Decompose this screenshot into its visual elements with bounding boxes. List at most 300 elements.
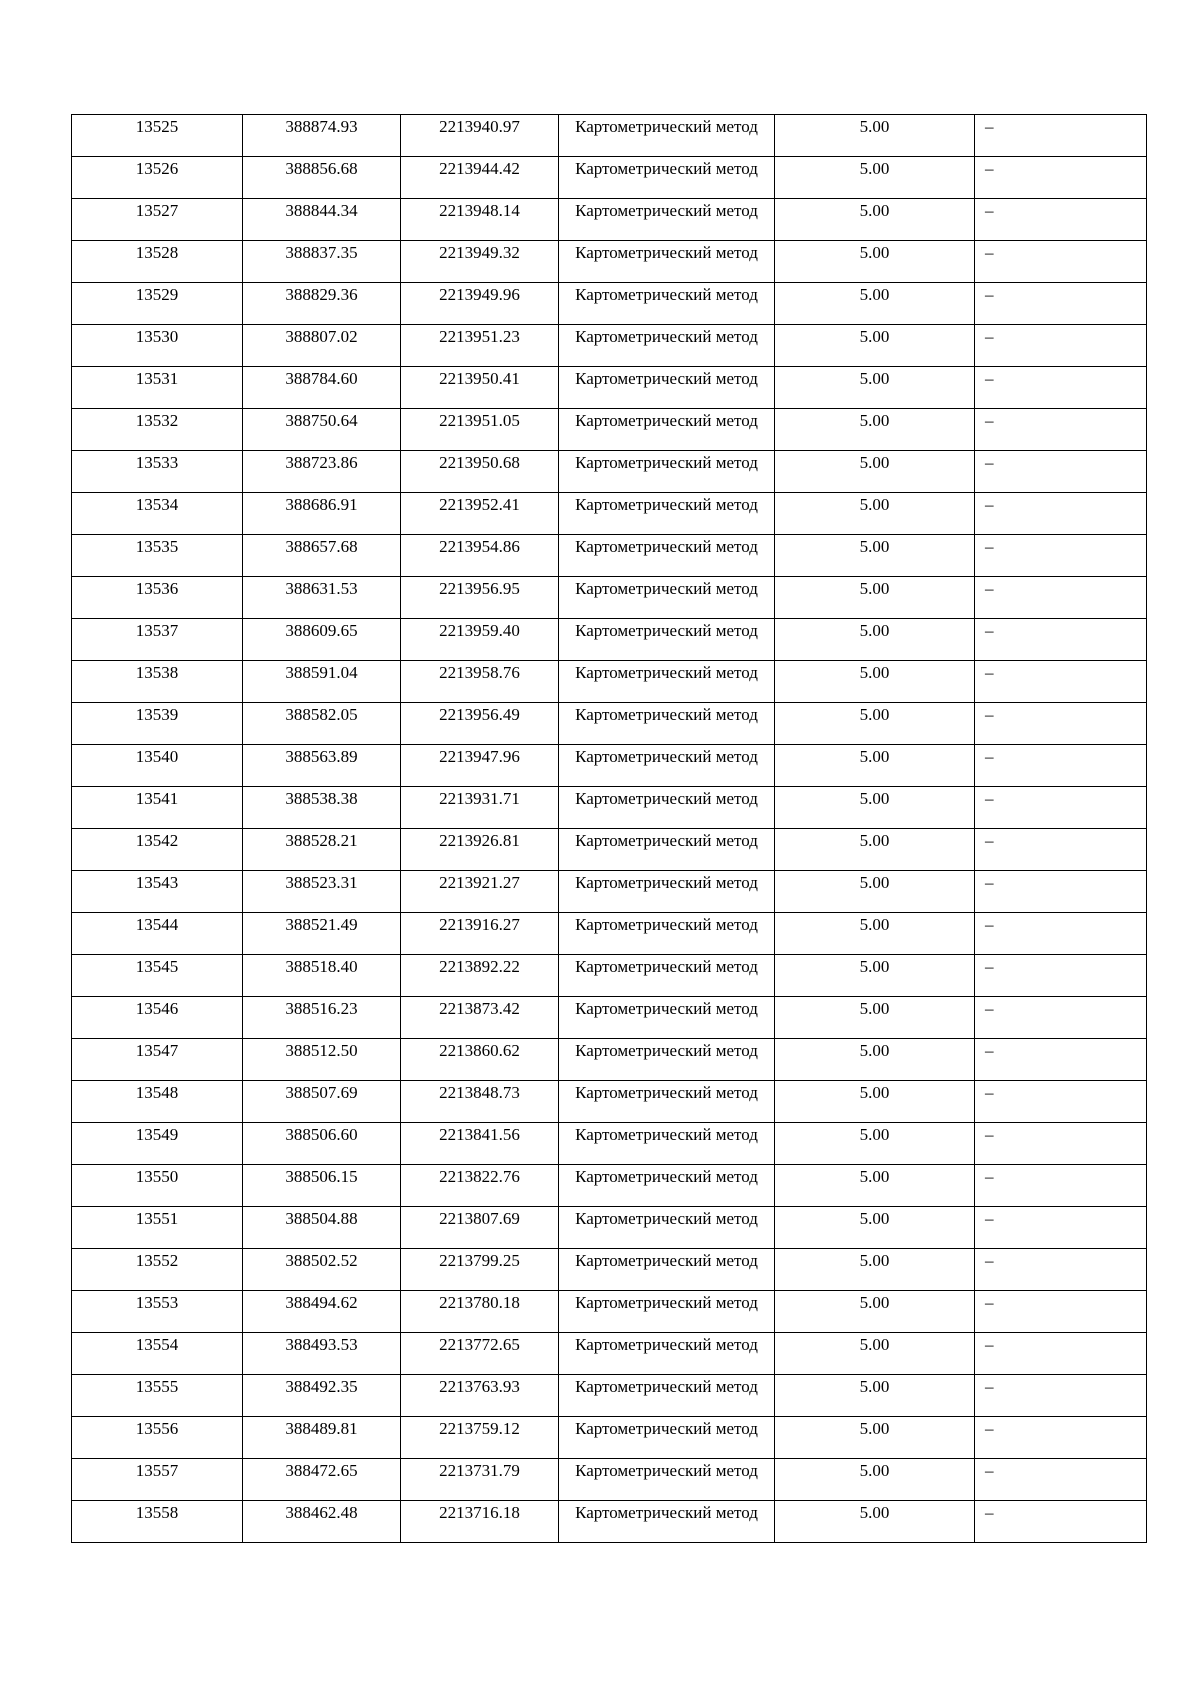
y-coordinate-cell-text: 2213772.65: [439, 1335, 520, 1354]
accuracy-cell-text: 5.00: [859, 915, 890, 934]
y-coordinate-cell-text: 2213799.25: [439, 1251, 520, 1270]
x-coordinate-cell: [243, 451, 401, 493]
x-coordinate-cell-text: 388462.48: [285, 1503, 358, 1522]
y-coordinate-cell-text: 2213921.27: [439, 873, 520, 892]
y-coordinate-cell-text: 2213926.81: [439, 831, 520, 850]
x-coordinate-cell-text: 388686.91: [285, 495, 358, 514]
note-cell-text: –: [985, 1503, 994, 1522]
table-row: [72, 1123, 1147, 1165]
x-coordinate-cell: [243, 661, 401, 703]
point-number-cell-text: 13550: [135, 1167, 179, 1186]
point-number-cell: [72, 661, 243, 703]
table-row: [72, 829, 1147, 871]
x-coordinate-cell-text: 388538.38: [285, 789, 358, 808]
note-cell: [975, 1039, 1147, 1081]
method-cell-text: Картометрический метод: [575, 369, 758, 388]
accuracy-cell-text: 5.00: [859, 1167, 890, 1186]
table-row: [72, 1333, 1147, 1375]
coordinates-table: [71, 114, 1147, 1543]
y-coordinate-cell: [401, 787, 559, 829]
note-cell: [975, 451, 1147, 493]
y-coordinate-cell: [401, 1165, 559, 1207]
method-cell-text: Картометрический метод: [575, 579, 758, 598]
y-coordinate-cell: [401, 325, 559, 367]
point-number-cell: [72, 955, 243, 997]
method-cell: [559, 1123, 775, 1165]
accuracy-cell-text: 5.00: [859, 159, 890, 178]
accuracy-cell-text: 5.00: [859, 1503, 890, 1522]
note-cell-text: –: [985, 579, 994, 598]
method-cell-text: Картометрический метод: [575, 1419, 758, 1438]
point-number-cell-text: 13553: [135, 1293, 179, 1312]
table-row: [72, 1165, 1147, 1207]
method-cell-text: Картометрический метод: [575, 1125, 758, 1144]
method-cell-text: Картометрический метод: [575, 1377, 758, 1396]
method-cell: [559, 1207, 775, 1249]
accuracy-cell: [775, 535, 975, 577]
y-coordinate-cell: [401, 1417, 559, 1459]
accuracy-cell-text: 5.00: [859, 663, 890, 682]
x-coordinate-cell: [243, 829, 401, 871]
x-coordinate-cell: [243, 577, 401, 619]
table-row: [72, 157, 1147, 199]
note-cell: [975, 1249, 1147, 1291]
y-coordinate-cell: [401, 1333, 559, 1375]
point-number-cell-text: 13544: [135, 915, 179, 934]
x-coordinate-cell: [243, 241, 401, 283]
note-cell: [975, 1459, 1147, 1501]
point-number-cell-text: 13549: [135, 1125, 179, 1144]
accuracy-cell: [775, 1501, 975, 1543]
accuracy-cell-text: 5.00: [859, 579, 890, 598]
y-coordinate-cell-text: 2213949.96: [439, 285, 520, 304]
method-cell: [559, 1039, 775, 1081]
method-cell-text: Картометрический метод: [575, 201, 758, 220]
x-coordinate-cell-text: 388528.21: [285, 831, 358, 850]
table-row: [72, 367, 1147, 409]
accuracy-cell: [775, 1417, 975, 1459]
table-row: [72, 493, 1147, 535]
point-number-cell: [72, 1123, 243, 1165]
y-coordinate-cell-text: 2213873.42: [439, 999, 520, 1018]
x-coordinate-cell: [243, 1375, 401, 1417]
x-coordinate-cell: [243, 745, 401, 787]
point-number-cell-text: 13532: [135, 411, 179, 430]
point-number-cell-text: 13525: [135, 117, 179, 136]
table-row: [72, 703, 1147, 745]
y-coordinate-cell: [401, 1249, 559, 1291]
note-cell-text: –: [985, 1377, 994, 1396]
accuracy-cell-text: 5.00: [859, 201, 890, 220]
note-cell: [975, 199, 1147, 241]
note-cell: [975, 115, 1147, 157]
note-cell-text: –: [985, 621, 994, 640]
point-number-cell: [72, 283, 243, 325]
accuracy-cell-text: 5.00: [859, 285, 890, 304]
note-cell-text: –: [985, 1083, 994, 1102]
x-coordinate-cell-text: 388518.40: [285, 957, 358, 976]
table-row: [72, 1501, 1147, 1543]
y-coordinate-cell-text: 2213848.73: [439, 1083, 520, 1102]
method-cell: [559, 661, 775, 703]
x-coordinate-cell: [243, 115, 401, 157]
x-coordinate-cell-text: 388492.35: [285, 1377, 358, 1396]
note-cell: [975, 493, 1147, 535]
point-number-cell-text: 13535: [135, 537, 179, 556]
accuracy-cell: [775, 115, 975, 157]
accuracy-cell: [775, 241, 975, 283]
note-cell-text: –: [985, 747, 994, 766]
y-coordinate-cell-text: 2213956.49: [439, 705, 520, 724]
accuracy-cell-text: 5.00: [859, 1335, 890, 1354]
note-cell: [975, 577, 1147, 619]
x-coordinate-cell: [243, 535, 401, 577]
method-cell-text: Картометрический метод: [575, 285, 758, 304]
accuracy-cell: [775, 367, 975, 409]
point-number-cell-text: 13554: [135, 1335, 179, 1354]
method-cell-text: Картометрический метод: [575, 495, 758, 514]
note-cell-text: –: [985, 1461, 994, 1480]
x-coordinate-cell-text: 388512.50: [285, 1041, 358, 1060]
method-cell-text: Картометрический метод: [575, 663, 758, 682]
y-coordinate-cell-text: 2213950.68: [439, 453, 520, 472]
point-number-cell-text: 13557: [135, 1461, 179, 1480]
method-cell-text: Картометрический метод: [575, 789, 758, 808]
y-coordinate-cell: [401, 283, 559, 325]
accuracy-cell: [775, 1249, 975, 1291]
method-cell-text: Картометрический метод: [575, 873, 758, 892]
note-cell: [975, 703, 1147, 745]
y-coordinate-cell-text: 2213892.22: [439, 957, 520, 976]
accuracy-cell-text: 5.00: [859, 957, 890, 976]
note-cell: [975, 871, 1147, 913]
method-cell: [559, 787, 775, 829]
point-number-cell-text: 13537: [135, 621, 179, 640]
y-coordinate-cell-text: 2213949.32: [439, 243, 520, 262]
x-coordinate-cell-text: 388829.36: [285, 285, 358, 304]
point-number-cell: [72, 493, 243, 535]
note-cell: [975, 1081, 1147, 1123]
accuracy-cell-text: 5.00: [859, 1041, 890, 1060]
note-cell-text: –: [985, 537, 994, 556]
method-cell-text: Картометрический метод: [575, 159, 758, 178]
y-coordinate-cell: [401, 829, 559, 871]
method-cell: [559, 409, 775, 451]
table-row: [72, 787, 1147, 829]
y-coordinate-cell: [401, 367, 559, 409]
y-coordinate-cell: [401, 1207, 559, 1249]
accuracy-cell-text: 5.00: [859, 1293, 890, 1312]
method-cell: [559, 241, 775, 283]
accuracy-cell-text: 5.00: [859, 1125, 890, 1144]
point-number-cell-text: 13548: [135, 1083, 179, 1102]
point-number-cell-text: 13540: [135, 747, 179, 766]
accuracy-cell-text: 5.00: [859, 1461, 890, 1480]
note-cell-text: –: [985, 957, 994, 976]
x-coordinate-cell-text: 388516.23: [285, 999, 358, 1018]
point-number-cell: [72, 745, 243, 787]
method-cell: [559, 955, 775, 997]
note-cell-text: –: [985, 285, 994, 304]
accuracy-cell-text: 5.00: [859, 873, 890, 892]
note-cell-text: –: [985, 117, 994, 136]
point-number-cell: [72, 1459, 243, 1501]
x-coordinate-cell-text: 388506.15: [285, 1167, 358, 1186]
note-cell: [975, 661, 1147, 703]
method-cell: [559, 1459, 775, 1501]
note-cell-text: –: [985, 705, 994, 724]
accuracy-cell: [775, 997, 975, 1039]
method-cell-text: Картометрический метод: [575, 1209, 758, 1228]
note-cell-text: –: [985, 1251, 994, 1270]
y-coordinate-cell: [401, 1459, 559, 1501]
point-number-cell: [72, 1333, 243, 1375]
note-cell: [975, 367, 1147, 409]
x-coordinate-cell: [243, 283, 401, 325]
method-cell-text: Картометрический метод: [575, 915, 758, 934]
method-cell-text: Картометрический метод: [575, 411, 758, 430]
accuracy-cell: [775, 493, 975, 535]
accuracy-cell: [775, 577, 975, 619]
note-cell-text: –: [985, 411, 994, 430]
point-number-cell: [72, 409, 243, 451]
method-cell-text: Картометрический метод: [575, 1461, 758, 1480]
x-coordinate-cell-text: 388807.02: [285, 327, 358, 346]
accuracy-cell: [775, 955, 975, 997]
point-number-cell-text: 13552: [135, 1251, 179, 1270]
table-row: [72, 1039, 1147, 1081]
x-coordinate-cell-text: 388591.04: [285, 663, 358, 682]
method-cell: [559, 451, 775, 493]
method-cell-text: Картометрический метод: [575, 537, 758, 556]
accuracy-cell-text: 5.00: [859, 621, 890, 640]
method-cell-text: Картометрический метод: [575, 1335, 758, 1354]
y-coordinate-cell-text: 2213944.42: [439, 159, 520, 178]
point-number-cell: [72, 997, 243, 1039]
x-coordinate-cell: [243, 367, 401, 409]
x-coordinate-cell-text: 388837.35: [285, 243, 358, 262]
table-row: [72, 913, 1147, 955]
y-coordinate-cell-text: 2213951.05: [439, 411, 520, 430]
table-row: [72, 199, 1147, 241]
x-coordinate-cell: [243, 619, 401, 661]
x-coordinate-cell-text: 388844.34: [285, 201, 358, 220]
note-cell-text: –: [985, 1125, 994, 1144]
point-number-cell-text: 13530: [135, 327, 179, 346]
note-cell: [975, 1417, 1147, 1459]
note-cell: [975, 745, 1147, 787]
accuracy-cell-text: 5.00: [859, 117, 890, 136]
x-coordinate-cell-text: 388523.31: [285, 873, 358, 892]
note-cell-text: –: [985, 831, 994, 850]
point-number-cell-text: 13556: [135, 1419, 179, 1438]
accuracy-cell-text: 5.00: [859, 453, 890, 472]
method-cell-text: Картометрический метод: [575, 957, 758, 976]
note-cell: [975, 1375, 1147, 1417]
point-number-cell: [72, 1501, 243, 1543]
point-number-cell: [72, 1249, 243, 1291]
table-row: [72, 115, 1147, 157]
y-coordinate-cell: [401, 199, 559, 241]
x-coordinate-cell: [243, 1459, 401, 1501]
table-row: [72, 955, 1147, 997]
point-number-cell: [72, 1081, 243, 1123]
accuracy-cell-text: 5.00: [859, 1209, 890, 1228]
accuracy-cell-text: 5.00: [859, 1419, 890, 1438]
method-cell: [559, 115, 775, 157]
note-cell-text: –: [985, 915, 994, 934]
note-cell-text: –: [985, 1419, 994, 1438]
method-cell: [559, 535, 775, 577]
x-coordinate-cell: [243, 157, 401, 199]
note-cell-text: –: [985, 453, 994, 472]
accuracy-cell: [775, 1039, 975, 1081]
x-coordinate-cell: [243, 1165, 401, 1207]
method-cell-text: Картометрический метод: [575, 1041, 758, 1060]
point-number-cell: [72, 535, 243, 577]
x-coordinate-cell-text: 388856.68: [285, 159, 358, 178]
x-coordinate-cell: [243, 703, 401, 745]
x-coordinate-cell-text: 388609.65: [285, 621, 358, 640]
accuracy-cell: [775, 1081, 975, 1123]
accuracy-cell-text: 5.00: [859, 831, 890, 850]
note-cell-text: –: [985, 159, 994, 178]
point-number-cell-text: 13555: [135, 1377, 179, 1396]
note-cell: [975, 535, 1147, 577]
point-number-cell: [72, 157, 243, 199]
point-number-cell: [72, 367, 243, 409]
y-coordinate-cell-text: 2213916.27: [439, 915, 520, 934]
method-cell: [559, 1501, 775, 1543]
accuracy-cell: [775, 1123, 975, 1165]
method-cell: [559, 493, 775, 535]
method-cell: [559, 913, 775, 955]
y-coordinate-cell: [401, 241, 559, 283]
note-cell: [975, 1165, 1147, 1207]
x-coordinate-cell-text: 388784.60: [285, 369, 358, 388]
accuracy-cell-text: 5.00: [859, 369, 890, 388]
point-number-cell-text: 13528: [135, 243, 179, 262]
method-cell-text: Картометрический метод: [575, 1251, 758, 1270]
accuracy-cell: [775, 913, 975, 955]
method-cell: [559, 325, 775, 367]
method-cell: [559, 367, 775, 409]
note-cell: [975, 1333, 1147, 1375]
accuracy-cell-text: 5.00: [859, 789, 890, 808]
method-cell: [559, 157, 775, 199]
x-coordinate-cell: [243, 199, 401, 241]
method-cell: [559, 199, 775, 241]
note-cell-text: –: [985, 1209, 994, 1228]
note-cell-text: –: [985, 663, 994, 682]
x-coordinate-cell-text: 388750.64: [285, 411, 358, 430]
point-number-cell-text: 13527: [135, 201, 179, 220]
y-coordinate-cell: [401, 913, 559, 955]
y-coordinate-cell-text: 2213956.95: [439, 579, 520, 598]
x-coordinate-cell-text: 388631.53: [285, 579, 358, 598]
point-number-cell: [72, 241, 243, 283]
accuracy-cell-text: 5.00: [859, 411, 890, 430]
point-number-cell-text: 13538: [135, 663, 179, 682]
y-coordinate-cell: [401, 997, 559, 1039]
point-number-cell-text: 13526: [135, 159, 179, 178]
method-cell: [559, 871, 775, 913]
y-coordinate-cell: [401, 577, 559, 619]
x-coordinate-cell-text: 388563.89: [285, 747, 358, 766]
method-cell-text: Картометрический метод: [575, 747, 758, 766]
y-coordinate-cell-text: 2213716.18: [439, 1503, 520, 1522]
x-coordinate-cell-text: 388504.88: [285, 1209, 358, 1228]
x-coordinate-cell-text: 388874.93: [285, 117, 358, 136]
accuracy-cell: [775, 157, 975, 199]
coordinates-table-body: [72, 115, 1147, 1543]
x-coordinate-cell-text: 388507.69: [285, 1083, 358, 1102]
point-number-cell: [72, 871, 243, 913]
y-coordinate-cell-text: 2213931.71: [439, 789, 520, 808]
y-coordinate-cell: [401, 1123, 559, 1165]
accuracy-cell-text: 5.00: [859, 327, 890, 346]
point-number-cell-text: 13546: [135, 999, 179, 1018]
x-coordinate-cell: [243, 1249, 401, 1291]
y-coordinate-cell-text: 2213731.79: [439, 1461, 520, 1480]
point-number-cell: [72, 577, 243, 619]
x-coordinate-cell: [243, 997, 401, 1039]
method-cell: [559, 1081, 775, 1123]
point-number-cell: [72, 1039, 243, 1081]
point-number-cell: [72, 1207, 243, 1249]
accuracy-cell-text: 5.00: [859, 1377, 890, 1396]
point-number-cell: [72, 787, 243, 829]
point-number-cell: [72, 115, 243, 157]
accuracy-cell: [775, 829, 975, 871]
y-coordinate-cell: [401, 157, 559, 199]
accuracy-cell: [775, 199, 975, 241]
note-cell: [975, 1207, 1147, 1249]
accuracy-cell: [775, 661, 975, 703]
y-coordinate-cell-text: 2213959.40: [439, 621, 520, 640]
method-cell-text: Картометрический метод: [575, 621, 758, 640]
y-coordinate-cell-text: 2213954.86: [439, 537, 520, 556]
table-row: [72, 535, 1147, 577]
table-row: [72, 745, 1147, 787]
table-row: [72, 871, 1147, 913]
y-coordinate-cell-text: 2213958.76: [439, 663, 520, 682]
note-cell: [975, 1501, 1147, 1543]
note-cell-text: –: [985, 1335, 994, 1354]
y-coordinate-cell: [401, 115, 559, 157]
method-cell: [559, 619, 775, 661]
y-coordinate-cell-text: 2213952.41: [439, 495, 520, 514]
note-cell-text: –: [985, 1293, 994, 1312]
x-coordinate-cell: [243, 955, 401, 997]
note-cell: [975, 913, 1147, 955]
method-cell-text: Картометрический метод: [575, 831, 758, 850]
method-cell-text: Картометрический метод: [575, 1083, 758, 1102]
point-number-cell-text: 13536: [135, 579, 179, 598]
table-row: [72, 451, 1147, 493]
point-number-cell-text: 13545: [135, 957, 179, 976]
method-cell: [559, 577, 775, 619]
x-coordinate-cell-text: 388494.62: [285, 1293, 358, 1312]
note-cell: [975, 997, 1147, 1039]
point-number-cell-text: 13539: [135, 705, 179, 724]
point-number-cell-text: 13533: [135, 453, 179, 472]
x-coordinate-cell: [243, 1123, 401, 1165]
method-cell: [559, 829, 775, 871]
x-coordinate-cell: [243, 1081, 401, 1123]
table-row: [72, 409, 1147, 451]
y-coordinate-cell: [401, 619, 559, 661]
